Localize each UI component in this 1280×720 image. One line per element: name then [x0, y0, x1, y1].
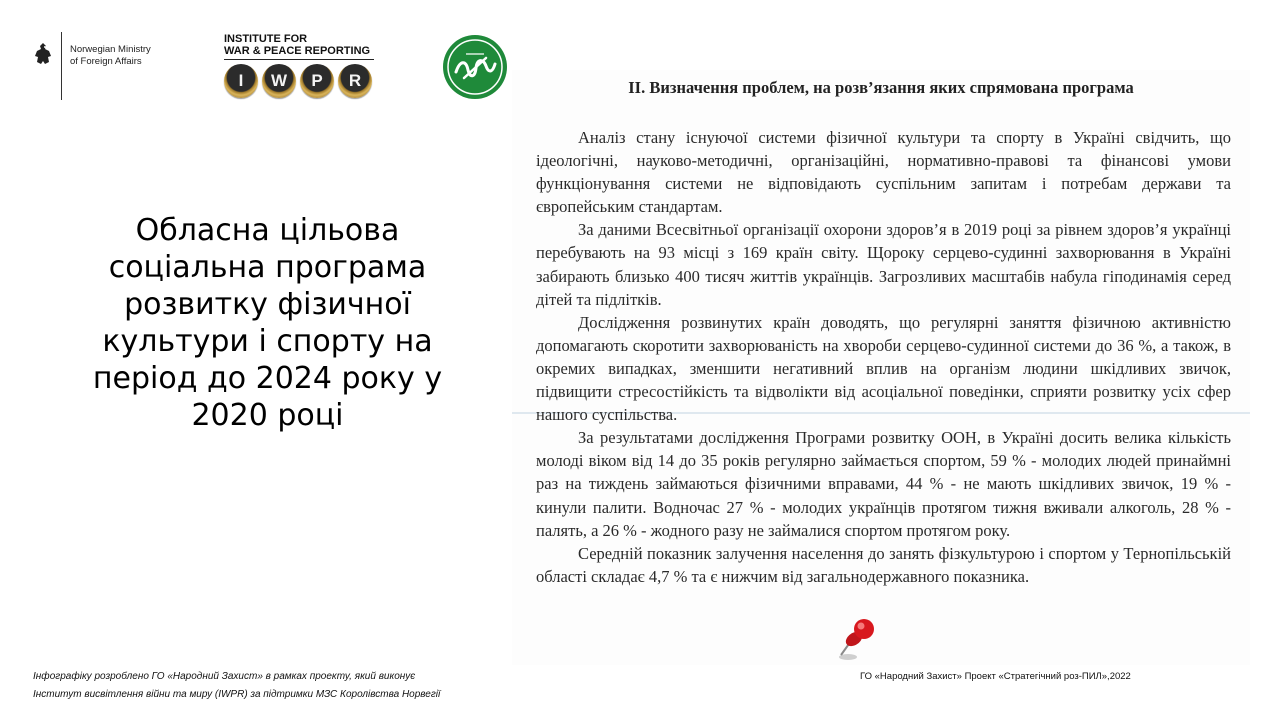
mfa-name: Norwegian Ministry of Foreign Affairs: [70, 44, 151, 67]
iwpr-key-w: W: [262, 64, 296, 98]
lion-crest-icon: [33, 42, 53, 66]
iwpr-rule: [224, 59, 374, 60]
document-paragraph-2: За даними Всесвітньої організації охорони здоров’я в 2019 році за рівнем здоров’я українці перебувають на 93 місці з 169 країн світу. Щороку серцево-судинні захворювання в Україні забирають близько 400 тисяч життів українців. Загрозливих масштабів набула гіподинамія серед дітей та підлітків.: [536, 220, 1231, 309]
document-paragraph-1: Аналіз стану існуючої системи фізичної культури та спорту в Україні свідчить, що ідеологічні, науково-методичні, організаційні, нормативно-правові та фінансові умови функціонування системи не відповідають суспільним запитам і потребам держави та європейським стандартам.: [536, 128, 1231, 217]
iwpr-line1: INSTITUTE FOR: [224, 33, 308, 45]
document-body: [536, 126, 1231, 588]
iwpr-key-r: R: [338, 64, 372, 98]
document-paragraph-4: За результатами дослідження Програми розвитку ООН, в Україні досить велика кількість молоді віком від 14 до 35 років регулярно займається спортом, 59 % - молодих людей принаймні раз на тиждень займаються фізичними вправами, 44 % - не мають шкідливих звичок, 19 % - кинули палити. Водночас 27 % - молодих українців протягом тижня вживали алкоголь, 28 % - палять, а 26 % - жодного разу не займалися спортом протягом року.: [536, 428, 1231, 540]
logo-divider: [61, 32, 62, 100]
red-pushpin-icon: [834, 617, 880, 661]
iwpr-key-i: I: [224, 64, 258, 98]
footer-credits-line1: Інфографіку розроблено ГО «Народний Захист» в рамках проекту, який виконує: [33, 671, 416, 682]
document-heading: ІІ. Визначення проблем, на розв’язання яких спрямована програма: [628, 78, 1134, 97]
document-paragraph-5: Середній показник залучення населення до занять фізкультурою і спортом у Тернопільській області складає 4,7 % та є нижчим від загальнодержавного показника.: [536, 543, 1231, 586]
iwpr-line2: WAR & PEACE REPORTING: [224, 45, 371, 57]
page-title: Обласна цільова соціальна програма розвитку фізичної культури і спорту на період до 2024 року у 2020 році: [92, 213, 443, 433]
ngo-emblem-icon: [442, 34, 508, 100]
footer-credits: [33, 668, 440, 704]
iwpr-key-p: P: [300, 64, 334, 98]
footer-project: ГО «Народний Захист» Проект «Стратегічний роз-ПИЛ»,2022: [860, 671, 1131, 682]
norwegian-mfa-logo: [33, 32, 168, 102]
document-paragraph-3: Дослідження розвинутих країн доводять, що регулярні заняття фізичною активністю допомагають скоротити захворюваність на хвороби серцево-судинної системи до 36 %, а також, в окремих випадках, зменшити негативний вплив на організм людини шкідливих звичок, підвищити стресостійкість та відволікти від асоціальної поведінки, сприяти розвитку усіх сфер нашого суспільства.: [536, 312, 1231, 425]
iwpr-keys: [224, 64, 372, 98]
footer-credits-line2: Інститут висвітлення війни та миру (IWPR) за підтримки МЗС Королівства Норвегії: [33, 689, 441, 700]
iwpr-logo: [224, 33, 379, 99]
document-scan: [512, 70, 1250, 665]
